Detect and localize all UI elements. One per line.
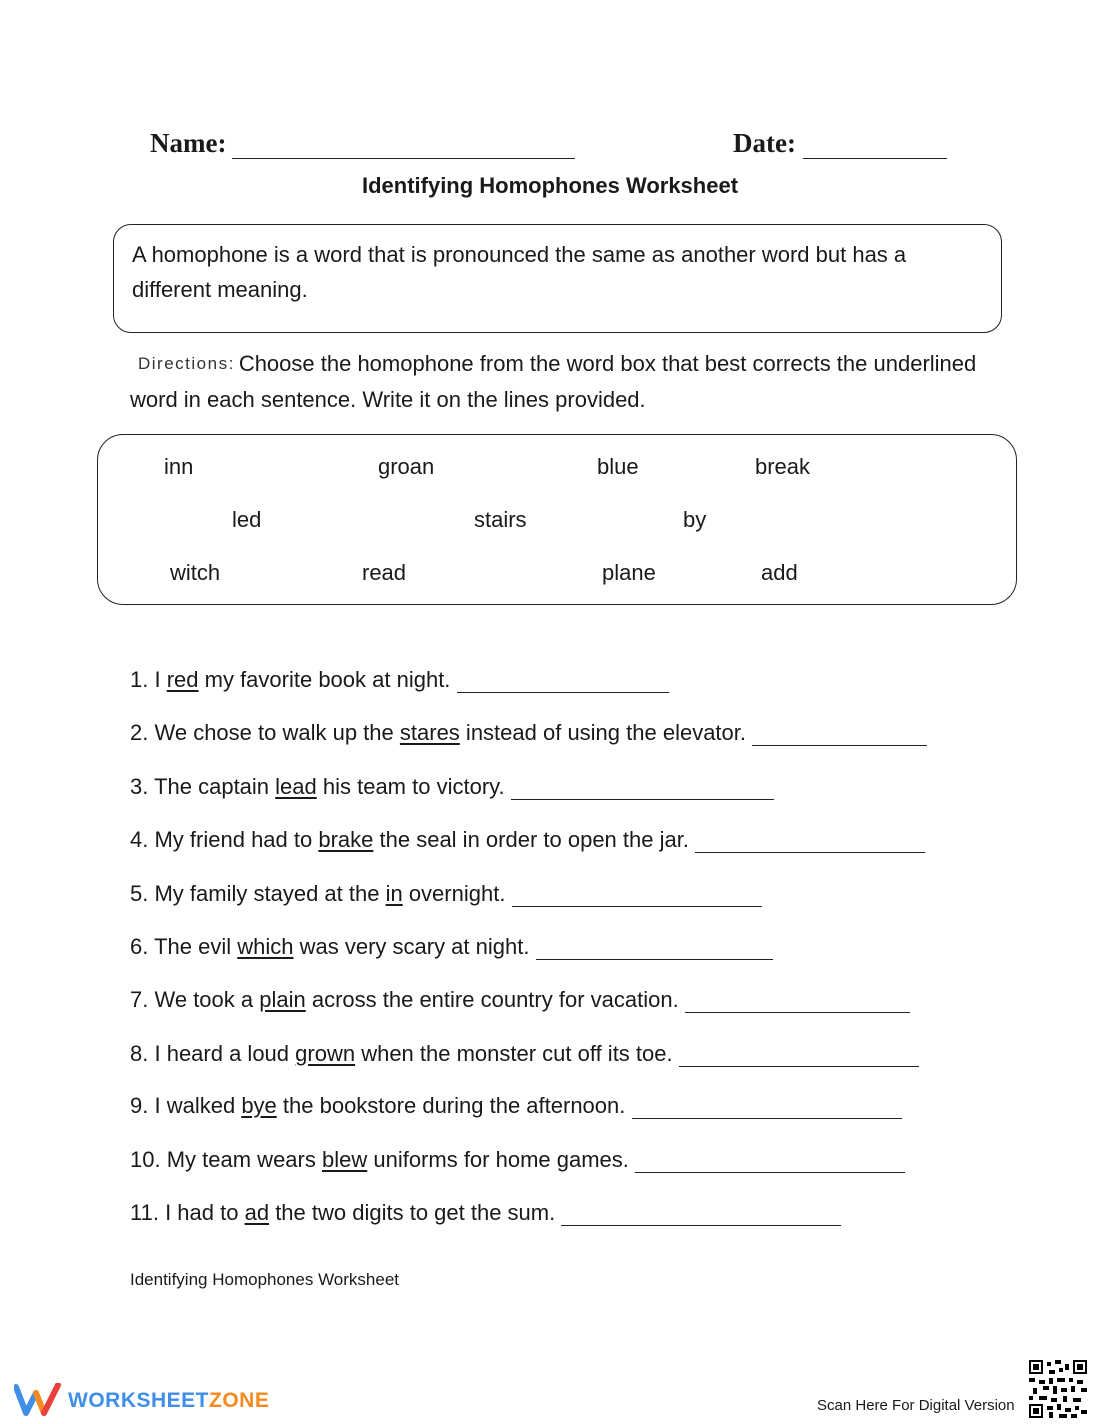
underlined-word: grown <box>295 1041 356 1066</box>
question-9 <box>130 1093 902 1119</box>
question-10 <box>130 1147 905 1173</box>
worksheetzone-logo-icon <box>14 1383 64 1417</box>
footer-text: Identifying Homophones Worksheet <box>130 1270 400 1289</box>
question-text: My friend had to <box>154 827 319 852</box>
answer-line[interactable] <box>635 1148 905 1173</box>
answer-line[interactable] <box>632 1094 902 1119</box>
question-text: the bookstore during the afternoon. <box>276 1093 626 1118</box>
question-11 <box>130 1200 841 1226</box>
underlined-word: which <box>237 934 294 959</box>
question-text: uniforms for home games. <box>367 1147 629 1172</box>
qr-code-icon[interactable] <box>1029 1360 1087 1418</box>
underlined-word: brake <box>318 827 374 852</box>
scan-text: Scan Here For Digital Version <box>817 1397 1015 1414</box>
question-text: My family stayed at the <box>154 881 386 906</box>
question-text: I had to <box>165 1200 245 1225</box>
question-number: 1. <box>130 667 149 692</box>
underlined-word: red <box>166 667 199 692</box>
answer-line[interactable] <box>695 828 925 853</box>
question-1 <box>130 667 669 693</box>
question-6 <box>130 934 773 960</box>
question-8 <box>130 1041 919 1067</box>
question-number: 2. <box>130 720 149 745</box>
question-text: instead of using the elevator. <box>459 720 747 745</box>
underlined-word: plain <box>259 987 306 1012</box>
word-box-item: led <box>232 507 262 532</box>
question-text: The evil <box>154 934 238 959</box>
underlined-word: ad <box>244 1200 270 1225</box>
question-text: The captain <box>154 774 276 799</box>
answer-line[interactable] <box>685 988 910 1013</box>
directions-label: Directions: <box>138 354 235 373</box>
definition-box <box>113 224 1002 333</box>
brand-name <box>68 1389 269 1413</box>
answer-line[interactable] <box>512 882 762 907</box>
answer-line[interactable] <box>511 775 774 800</box>
question-text: I heard a loud <box>154 1041 296 1066</box>
date-field[interactable] <box>803 132 947 159</box>
word-box <box>97 434 1017 605</box>
question-2 <box>130 720 927 746</box>
page-title: Identifying Homophones Worksheet <box>361 173 739 198</box>
answer-line[interactable] <box>679 1042 919 1067</box>
name-label: Name: <box>150 128 227 158</box>
question-5 <box>130 881 762 907</box>
underlined-word: stares <box>399 720 460 745</box>
answer-line[interactable] <box>561 1201 841 1226</box>
question-text: We took a <box>154 987 260 1012</box>
question-number: 3. <box>130 774 149 799</box>
question-number: 7. <box>130 987 149 1012</box>
word-box-item: blue <box>597 454 639 479</box>
question-3 <box>130 774 774 800</box>
word-box-item: read <box>362 560 407 585</box>
answer-line[interactable] <box>752 721 927 746</box>
answer-line[interactable] <box>457 668 669 693</box>
brand-name-text: WORKSHEETZONE <box>68 1389 270 1412</box>
question-number: 4. <box>130 827 149 852</box>
word-box-item: stairs <box>474 507 527 532</box>
question-text: overnight. <box>402 881 506 906</box>
word-box-item: add <box>761 560 798 585</box>
question-text: We chose to walk up the <box>154 720 400 745</box>
word-box-item: plane <box>602 560 656 585</box>
question-text: was very scary at night. <box>293 934 530 959</box>
name-field[interactable] <box>232 132 575 159</box>
question-text: the seal in order to open the jar. <box>373 827 689 852</box>
question-number: 11. <box>130 1200 159 1225</box>
question-4 <box>130 827 925 853</box>
question-number: 10. <box>130 1147 161 1172</box>
date-label: Date: <box>733 128 796 158</box>
question-number: 5. <box>130 881 149 906</box>
directions <box>130 346 990 418</box>
underlined-word: blew <box>321 1147 368 1172</box>
word-box-item: witch <box>170 560 221 585</box>
underlined-word: lead <box>275 774 317 799</box>
word-box-item: break <box>755 454 811 479</box>
question-text: I walked <box>154 1093 242 1118</box>
question-text: I <box>154 667 167 692</box>
question-number: 6. <box>130 934 149 959</box>
question-text: his team to victory. <box>316 774 505 799</box>
question-text: the two digits to get the sum. <box>269 1200 556 1225</box>
question-text: My team wears <box>166 1147 322 1172</box>
underlined-word: bye <box>241 1093 277 1118</box>
word-box-item: groan <box>378 454 435 479</box>
word-box-item: by <box>683 507 707 532</box>
question-number: 9. <box>130 1093 149 1118</box>
question-text: across the entire country for vacation. <box>305 987 679 1012</box>
word-box-item: inn <box>164 454 194 479</box>
answer-line[interactable] <box>536 935 773 960</box>
directions-text: Choose the homophone from the word box that best corrects the underlined word in each sentence. Write it on the lines provided. <box>130 351 977 412</box>
question-text: when the monster cut off its toe. <box>355 1041 673 1066</box>
question-number: 8. <box>130 1041 149 1066</box>
question-text: my favorite book at night. <box>198 667 451 692</box>
underlined-word: in <box>385 881 403 906</box>
question-7 <box>130 987 910 1013</box>
definition-text: A homophone is a word that is pronounced the same as another word but has a different meaning. <box>132 242 907 302</box>
